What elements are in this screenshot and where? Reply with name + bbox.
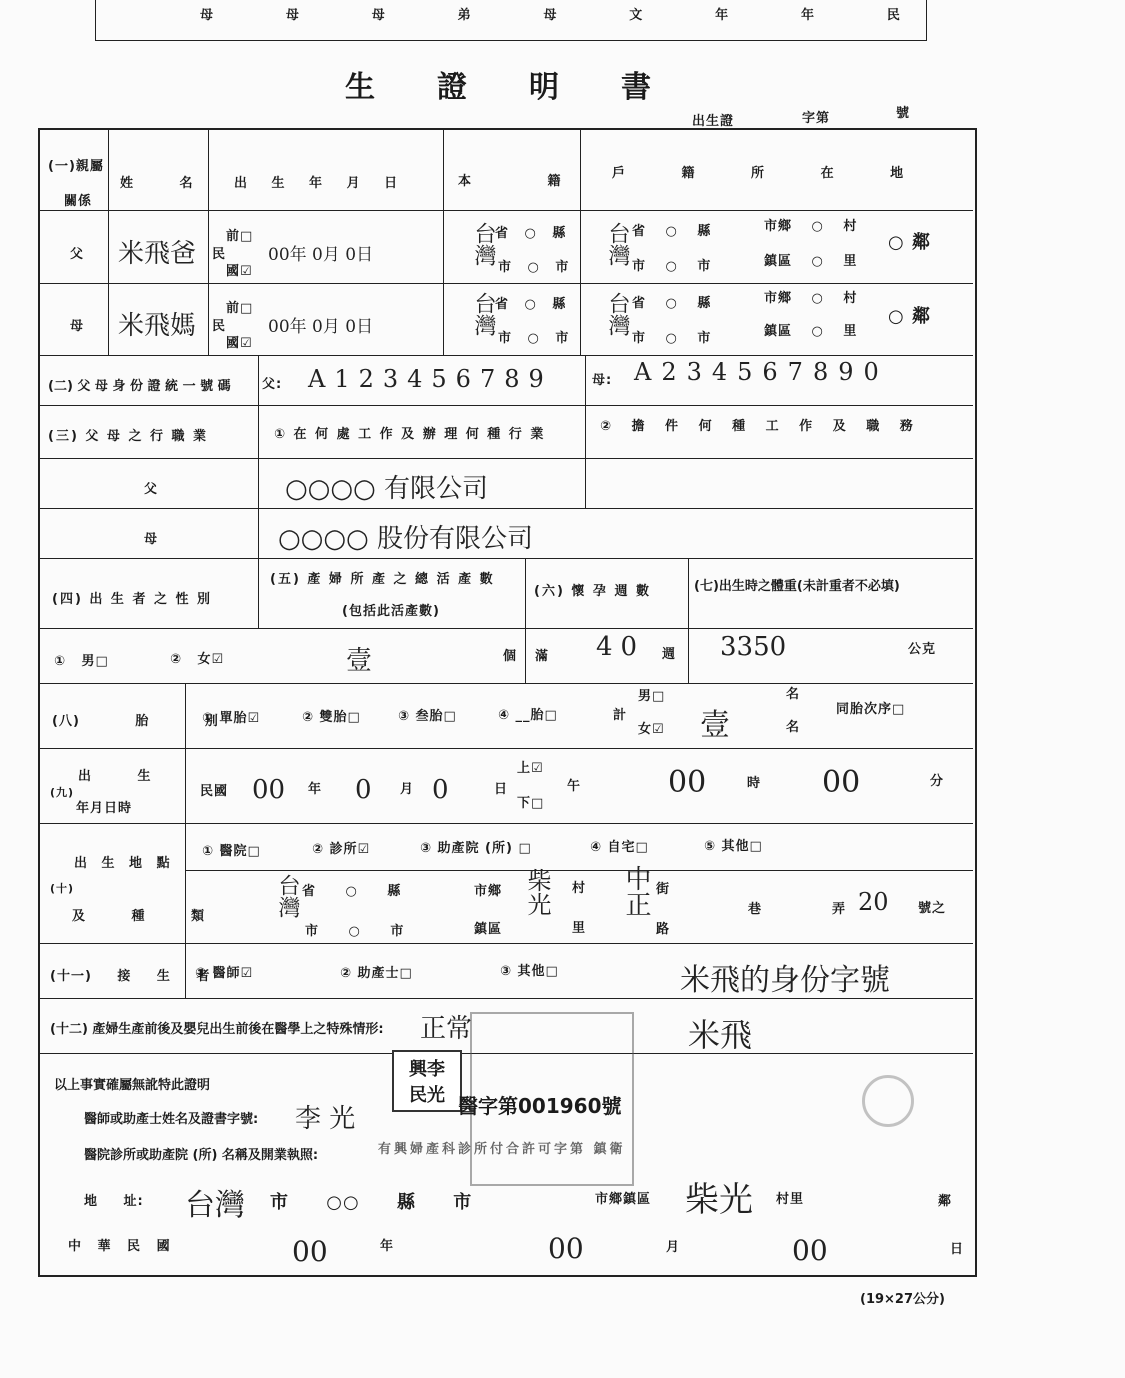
date-label: 中 華 民 國: [68, 1239, 171, 1254]
address-village-hand: 柴光: [685, 1180, 753, 1220]
header-name: 姓 名: [120, 176, 194, 191]
mother-household-district: 鎮區 ○ 里: [764, 324, 858, 339]
births-value: 壹: [346, 646, 373, 676]
address-hand: 台灣: [185, 1188, 245, 1223]
deliverer-midwife: ② 助產士□: [340, 966, 413, 981]
col-line: [108, 128, 109, 355]
cert-no-hao: 號: [896, 106, 911, 121]
fetus-label: (八) 胎 別: [52, 714, 219, 729]
clinic-name: 有興婦產科診所付合許可字第 鎮衛: [378, 1142, 626, 1157]
address-shi: 市 ○○ 縣 市: [270, 1192, 473, 1213]
cert-no-zi: 字第: [802, 111, 831, 126]
doctor-cert-number: 醫字第001960號: [458, 1094, 622, 1118]
row-line: [38, 283, 973, 284]
deliverer-label: (十一) 接 生 者: [50, 969, 211, 984]
page-title: 生證明書: [345, 70, 713, 105]
mother-pre-option: 前□: [226, 301, 254, 316]
strip-cell: 母: [543, 8, 557, 23]
deliverer-doctor: ① 醫師☑: [195, 966, 254, 981]
father-guo-option: 國☑: [226, 264, 253, 279]
fetus-single: ① 單胎☑: [202, 711, 261, 726]
fetus-triplets: ③ 叁胎□: [398, 709, 457, 724]
weight-label: (七)出生時之體重(未計重者不必填): [694, 579, 900, 594]
place-number-unit: 號之: [918, 901, 947, 916]
place-street-hand: 中正: [621, 865, 651, 917]
strip-cell: 年: [801, 8, 815, 23]
date-year-unit: 年: [380, 1239, 395, 1254]
birth-day-unit: 日: [494, 782, 509, 797]
birth-year-unit: 年: [308, 782, 323, 797]
strip-cell: 年: [715, 8, 729, 23]
total-births-sub: (包括此活產數): [342, 604, 440, 619]
weeks-value: 40: [596, 632, 646, 662]
place-village-unit: 村: [572, 881, 587, 896]
father-relation: 父: [70, 247, 85, 262]
occupation-mother-label: 母: [144, 532, 159, 547]
birth-pm: 下□: [517, 796, 545, 811]
strip-cell: 弟: [457, 8, 471, 23]
mother-household-sheng: 省 ○ 縣: [632, 296, 712, 311]
mother-household-lin: ○ 鄰: [888, 306, 931, 327]
doctor-seal: [392, 1050, 462, 1112]
mother-relation: 母: [70, 319, 85, 334]
birth-place-prefix: (十): [50, 882, 75, 895]
col-line: [443, 128, 444, 355]
place-hospital: ① 醫院□: [202, 844, 261, 859]
special-label: (十二) 產婦生產前後及嬰兒出生前後在醫學上之特殊情形:: [50, 1022, 384, 1037]
top-strip-cells: [200, 4, 900, 23]
mother-household-town: 市鄉 ○ 村: [764, 291, 858, 306]
fetus-total-label: 計: [613, 708, 628, 723]
row-line: [38, 628, 973, 629]
header-dob: 出 生 年 月 日: [234, 176, 399, 191]
sex-label: (四) 出 生 者 之 性 別: [52, 592, 213, 607]
place-addr-shi: 市 ○ 市: [305, 924, 405, 939]
father-native-hand: 台灣: [471, 222, 496, 266]
col-line: [688, 558, 689, 683]
header-relation-2: 關係: [64, 194, 93, 209]
place-road-unit: 路: [656, 922, 671, 937]
birth-month: 0: [355, 775, 372, 805]
seal-text-2: 民光: [409, 1085, 445, 1106]
father-company: ○○○○ 有限公司: [285, 474, 489, 504]
row-line: [38, 943, 973, 944]
address-village: 村里: [776, 1192, 805, 1207]
occupation-col1: ① 在 何 處 工 作 及 辦 理 何 種 行 業: [274, 427, 546, 442]
place-midwife-clinic: ③ 助產院 (所) □: [420, 841, 532, 856]
birth-minute: 00: [822, 765, 861, 800]
round-seal: [862, 1075, 914, 1127]
strip-cell: 民: [886, 8, 900, 23]
special-value: 正常: [420, 1014, 473, 1044]
fetus-female-opt: 女☑: [638, 722, 665, 737]
deliverer-note-1: 米飛的身份字號: [680, 963, 890, 998]
strip-cell: 母: [285, 8, 299, 23]
mother-guo-option: 國☑: [226, 336, 253, 351]
place-home: ④ 自宅□: [590, 840, 649, 855]
mother-company: ○○○○ 股份有限公司: [278, 524, 534, 554]
father-native-shi: 市 ○ 市: [498, 260, 570, 275]
place-li-unit: 里: [572, 921, 587, 936]
birth-minute-unit: 分: [930, 774, 945, 789]
strip-cell: 文: [629, 8, 643, 23]
date-year: 00: [292, 1235, 328, 1268]
row-line: [185, 870, 973, 871]
weeks-unit: 週: [662, 647, 677, 662]
doctor-label: 醫師或助產士姓名及證書字號:: [84, 1112, 259, 1127]
mother-name: 米飛媽: [118, 311, 197, 341]
mother-household-hand: 台灣: [605, 292, 630, 336]
weight-value: 3350: [720, 632, 787, 662]
birth-place-label-2: 及 種 類: [72, 909, 206, 924]
birth-era: 民國: [200, 784, 229, 799]
father-id-value: A123456789: [308, 365, 553, 393]
date-day: 00: [792, 1234, 828, 1267]
birth-am: 上☑: [517, 761, 544, 776]
male-option: ① 男□: [54, 654, 109, 669]
col-line: [208, 128, 209, 355]
mother-dob: 00年 0月 0日: [268, 317, 374, 337]
strip-cell: 母: [371, 8, 385, 23]
row-line: [38, 355, 973, 356]
row-line: [38, 683, 973, 684]
father-id-label: 父:: [262, 377, 283, 392]
weeks-prefix: 滿: [535, 649, 550, 664]
fetus-twins: ② 雙胎□: [302, 710, 361, 725]
row-line: [38, 508, 973, 509]
doctor-name: 李 光: [295, 1104, 356, 1134]
place-other: ⑤ 其他□: [704, 839, 763, 854]
seal-text-1: 興李: [409, 1059, 445, 1080]
father-household-town: 市鄉 ○ 村: [764, 219, 858, 234]
birth-place-label-1: 出 生 地 點: [74, 856, 171, 871]
father-dob: 00年 0月 0日: [268, 245, 374, 265]
place-number-hand: 20: [858, 888, 889, 916]
birth-month-unit: 月: [400, 782, 415, 797]
header-household: 戶 籍 所 在 地: [612, 166, 905, 181]
place-addr-hand: 台灣: [275, 874, 300, 918]
total-births-label: (五) 產 婦 所 產 之 總 活 產 數: [270, 572, 495, 587]
fetus-unit-2: 名: [786, 720, 801, 735]
clinic-label: 醫院診所或助產院 (所) 名稱及開業執照:: [84, 1148, 319, 1163]
mother-native-shi: 市 ○ 市: [498, 331, 570, 346]
row-line: [38, 405, 973, 406]
mother-native-hand: 台灣: [471, 292, 496, 336]
father-household-shi: 市 ○ 市: [632, 259, 712, 274]
row-line: [38, 458, 973, 459]
birth-time-label-2: 年月日時: [76, 801, 133, 816]
col-line: [258, 355, 259, 628]
births-unit: 個: [503, 649, 518, 664]
deliverer-note-2: 米飛: [688, 1016, 753, 1054]
birth-hour: 00: [668, 765, 707, 800]
birth-time-prefix: (九): [50, 786, 75, 799]
place-lane: 巷: [748, 902, 763, 917]
mother-id-label: 母:: [592, 373, 613, 388]
fetus-male-opt: 男□: [638, 689, 666, 704]
place-alley: 弄: [832, 902, 847, 917]
mother-household-shi: 市 ○ 市: [632, 331, 712, 346]
weeks-label: (六) 懷 孕 週 數: [534, 584, 651, 599]
father-pre-option: 前□: [226, 229, 254, 244]
occupation-col2: ② 擔 件 何 種 工 作 及 職 務: [600, 419, 915, 434]
place-clinic: ② 診所☑: [312, 842, 371, 857]
address-label: 地 址:: [84, 1194, 144, 1209]
col-line: [525, 558, 526, 683]
father-native-sheng: 省 ○ 縣: [495, 226, 567, 241]
row-line: [38, 748, 973, 749]
occupation-label: (三) 父 母 之 行 職 業: [48, 429, 209, 444]
birth-year: 00: [252, 775, 286, 805]
place-addr-sheng: 省 ○ 縣: [302, 884, 402, 899]
father-household-sheng: 省 ○ 縣: [632, 224, 712, 239]
row-line: [38, 558, 973, 559]
place-village-hand: 柴光: [523, 868, 551, 916]
address-lin: 鄰: [938, 1194, 953, 1209]
fetus-multi: ④ __胎□: [498, 708, 558, 723]
female-option: ② 女☑: [170, 652, 225, 667]
father-household-hand: 台灣: [605, 222, 630, 266]
birth-noon-unit: 午: [567, 779, 582, 794]
id-label: (二) 父 母 身 份 證 統 一 號 碼: [48, 379, 231, 394]
fetus-order: 同胎次序□: [836, 702, 906, 717]
certify-statement: 以上事實確屬無訛特此證明: [54, 1078, 211, 1093]
weight-unit: 公克: [908, 642, 937, 657]
place-street-unit: 街: [656, 882, 671, 897]
row-line: [38, 210, 973, 211]
date-month: 00: [548, 1232, 584, 1265]
address-town: 市鄉鎮區: [595, 1192, 652, 1207]
strip-cell: 母: [200, 8, 214, 23]
fetus-unit-1: 名: [786, 687, 801, 702]
footer-size: (19×27公分): [860, 1292, 945, 1307]
cert-no-label: 出生證: [692, 114, 735, 129]
header-native: 本 籍: [458, 174, 562, 189]
col-line: [580, 128, 581, 355]
mother-native-sheng: 省 ○ 縣: [495, 297, 567, 312]
date-day-unit: 日: [950, 1242, 965, 1257]
mother-era: 民: [212, 319, 227, 334]
row-line: [38, 823, 973, 824]
father-household-district: 鎮區 ○ 里: [764, 254, 858, 269]
deliverer-other: ③ 其他□: [500, 964, 559, 979]
birth-hour-unit: 時: [747, 776, 762, 791]
fetus-count: 壹: [700, 708, 730, 743]
date-month-unit: 月: [666, 1240, 681, 1255]
birth-day: 0: [432, 775, 449, 805]
place-district-label: 鎮區: [474, 922, 503, 937]
header-relation: (一)親屬: [48, 159, 104, 174]
father-household-lin: ○ 鄰: [888, 232, 931, 253]
father-era: 民: [212, 247, 227, 262]
father-name: 米飛爸: [118, 239, 197, 269]
occupation-father-label: 父: [144, 482, 159, 497]
birth-time-label-1: 出 生: [78, 769, 152, 784]
col-line: [585, 355, 586, 508]
place-town-label: 市鄉: [474, 884, 503, 899]
mother-id-value: A234567890: [634, 358, 889, 386]
